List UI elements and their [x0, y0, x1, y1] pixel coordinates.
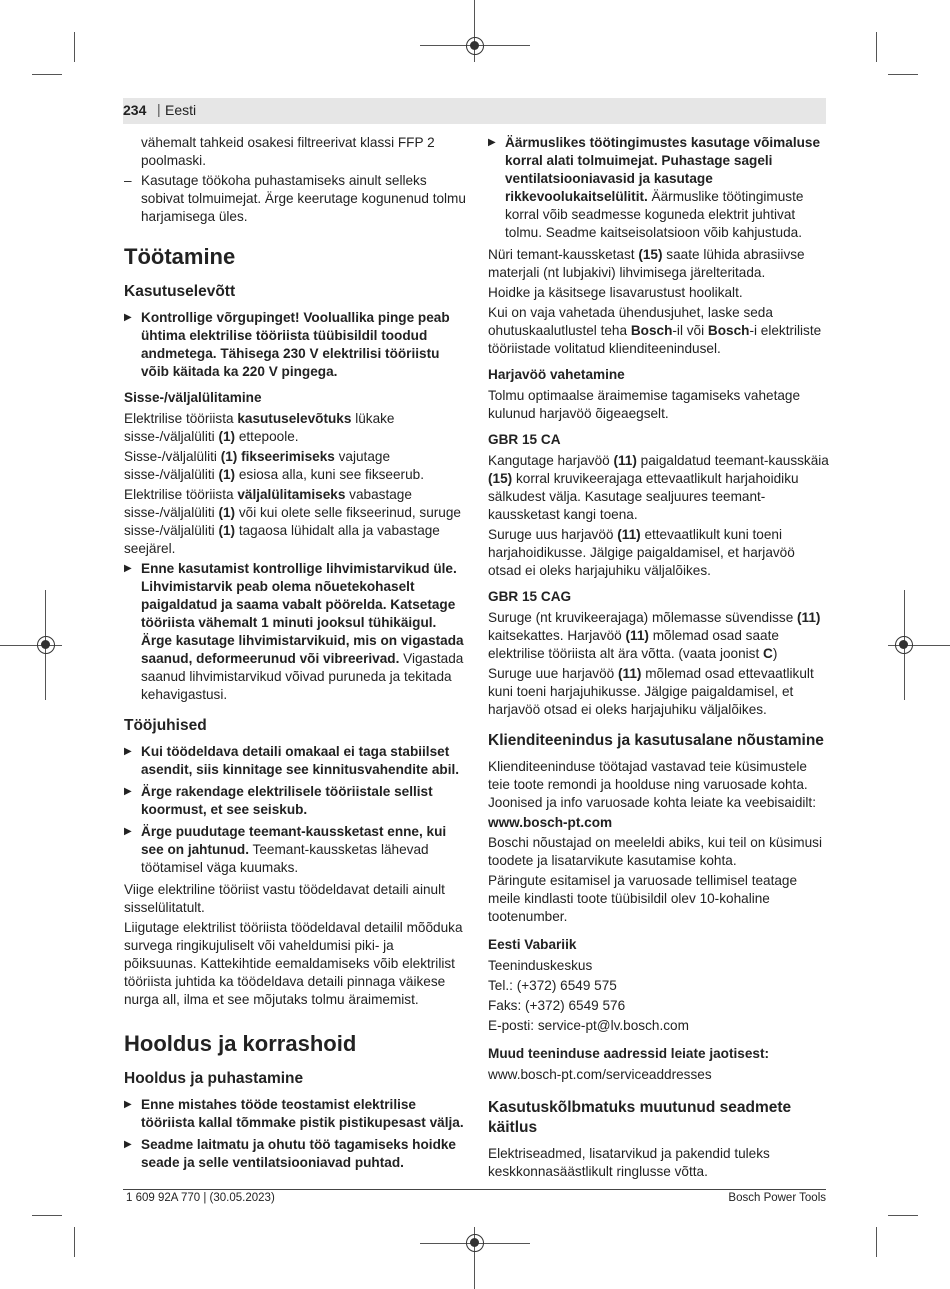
paragraph-hoidke: Hoidke ja käsitsege lisavarustust hoolikalt.: [488, 285, 743, 300]
heading-gbr-15-ca: GBR 15 CA: [488, 432, 561, 447]
header-separator: |: [157, 101, 161, 117]
bullet-enne-mistahes: ▶ Enne mistahes tööde teostamist elektrilise tööriista kallal tõmmake pistik pistikupesast välja.: [124, 1096, 466, 1132]
dash-item: – Kasutage töökoha puhastamiseks ainult selleks sobivat tolmuimejat. Ärge keerutage kogunenud tolmu harjamisega üles.: [124, 172, 466, 226]
crop-mark: [888, 1215, 918, 1216]
crop-mark: [876, 1227, 877, 1257]
fax-line: Faks: (+372) 6549 576: [488, 998, 626, 1013]
phone-line: Tel.: (+372) 6549 575: [488, 978, 617, 993]
heading-kasutuskolbmatuks: Kasutuskõlbmatuks muutunud seadmete käitlus: [488, 1099, 792, 1136]
address-line: Teeninduskeskus: [488, 958, 593, 973]
bullet-kontrollige: [124, 309, 466, 381]
crop-mark: [74, 32, 75, 62]
intro-continuation: vähemalt tahkeid osakesi filtreerivat klassi FFP 2 poolmaski.: [141, 135, 435, 168]
heading-harjavoo: Harjavöö vahetamine: [488, 367, 625, 382]
footer-doc-number: 1 609 92A 770 | (30.05.2023): [126, 1192, 275, 1204]
heading-kasutuselevott: Kasutuselevõtt: [124, 283, 236, 300]
paragraph-suruge-uus: Suruge uus harjavöö (11) ettevaatlikult kuni toeni harjahoidikusse. Jälgige paigaldamisel, et harjavöö otsad ei oleks harjajuhiku väljalõikes.: [488, 527, 795, 578]
heading-eesti-vabariik: Eesti Vabariik: [488, 937, 577, 952]
heading-tootamine: Töötamine: [124, 244, 236, 269]
crop-mark: [32, 74, 62, 75]
bullet-aarmuslikes: ▶ Äärmuslikes töötingimustes kasutage võimaluse korral alati tolmuimejat. Puhastage sageli ventilatsiooniavasid ja kasutage rikkevoolukaitselülitit. Äärmuslike töötingimuste korral võib seadmesse koguneda elektrit juhtivat tolmu. Seadme kaitseisolatsioon võib kahjustuda.: [488, 134, 830, 242]
heading-sisse-valja: Sisse-/väljalülitamine: [124, 390, 262, 405]
paragraph-elektriseadmed: Elektriseadmed, lisatarvikud ja pakendid tuleks keskkonnasäästlikult ringlusse võtta.: [488, 1146, 770, 1179]
header-language: Eesti: [165, 102, 197, 118]
page-header: [123, 98, 826, 124]
registration-mark-icon: [37, 636, 55, 654]
website-link[interactable]: www.bosch-pt.com: [488, 815, 613, 830]
paragraph-suruge-molemasse: Suruge (nt kruvikeerajaga) mõlemasse süvendisse (11) kaitsekattes. Harjavöö (11) mõlemad osad saate elektrilise tööriista alt ära võtta. (vaata joonist C): [488, 610, 821, 661]
bullet-arge-rakendage: ▶ Ärge rakendage elektrilisele tööriistale sellist koormust, et see seiskub.: [124, 783, 466, 819]
right-column: [488, 134, 830, 1183]
registration-mark-icon: [466, 1234, 484, 1252]
paragraph-klienditeenindus: Klienditeeninduse töötajad vastavad teie küsimustele teie toote remondi ja hoolduse ning varuosade kohta. Joonised ja info varuosade kohta leiate ka veebisaidilt:: [488, 759, 816, 810]
bullet-text: Kontrollige võrgupinget! Vooluallika pinge peab ühtima elektrilise tööriista tüübisildil toodud andmetega. Tähisega 230 V elektrilisi tööriistu võib käitada ka 220 V pingega.: [141, 310, 450, 379]
registration-mark-icon: [466, 37, 484, 55]
paragraph-viige: Viige elektriline tööriist vastu töödeldavat detaili ainult sisselülitatult.: [124, 882, 445, 915]
heading-hooldus: Hooldus ja korrashoid: [124, 1031, 357, 1056]
page-number: 234: [123, 102, 147, 118]
heading-hooldus-puhastamine: Hooldus ja puhastamine: [124, 1070, 304, 1087]
crop-mark: [74, 1227, 75, 1257]
left-column: [124, 134, 466, 1176]
paragraph-tolmu: Tolmu optimaalse äraimemise tagamiseks vahetage kulunud harjavöö õigeaegselt.: [488, 388, 801, 421]
paragraph-liigutage: Liigutage elektrilist tööriista töödeldaval detailil mõõduka survega ringikujuliselt või vaheldumisi piki- ja põiksuunas. Kattekihtide eemaldamiseks võib elektrilist tööriista juhtida ka töödeldava detaili pinnaga väikese nurga all, ilma et see mõjutaks tolmu äraimemist.: [124, 920, 463, 1007]
service-addresses-link[interactable]: www.bosch-pt.com/serviceaddresses: [488, 1067, 712, 1082]
crop-mark: [32, 1215, 62, 1216]
bullet-enne-kasutamist: ▶ Enne kasutamist kontrollige lihvimistarvikud üle. Lihvimistarvik peab olema nõuetekohaselt paigaldatud ja saama vabalt pöörelda. Katsetage tööriista vähemalt 1 minuti jooksul tühikäigul. Ärge kasutage lihvimistarvikuid, mis on vigastada saanud, deformeerunud või vibreerivad. Vigastada saanud lihvimistarvikud võivad puruneda ja tekitada kehavigastusi.: [124, 560, 466, 704]
crop-mark: [888, 74, 918, 75]
paragraph-kangutage: Kangutage harjavöö (11) paigaldatud teemant-kausskäia (15) korral kruvikeerajaga ettevaatlikult harjahoidiku sälkudest välja. Kasutage sealjuures teemant-kaussketast kangi toena.: [488, 453, 829, 522]
heading-gbr-15-cag: GBR 15 CAG: [488, 589, 572, 604]
bullet-kui-toodeldava: ▶ Kui töödeldava detaili omakaal ei taga stabiilset asendit, siis kinnitage see kinnitusvahendite abil.: [124, 743, 466, 779]
paragraph-uhendusjuhe: Kui on vaja vahetada ühendusjuhet, laske seda ohutuskaalutlustel teha Bosch-il või Bosch-i elektriliste tööriistade volitatud klienditeenindusel.: [488, 305, 822, 356]
heading-muud-aadressid: Muud teeninduse aadressid leiate jaotisest:: [488, 1046, 770, 1061]
paragraph-kasutuselevott: Elektrilise tööriista kasutuselevõtuks lükake sisse-/väljalüliti (1) ettepoole.: [124, 411, 395, 444]
paragraph-paringute: Päringute esitamisel ja varuosade tellimisel teatage meile kindlasti toote tüübisildil olev 10-kohaline tootenumber.: [488, 873, 798, 924]
registration-mark-icon: [895, 636, 913, 654]
paragraph-valjalulitamine: Elektrilise tööriista väljalülitamiseks vabastage sisse-/väljalüliti (1) või kui olete selle fikseerinud, suruge sisse-/väljalüliti (1) tagaosa lühidalt alla ja vabastage seejärel.: [124, 487, 461, 556]
bullet-arge-puudutage: ▶ Ärge puudutage teemant-kaussketast enne, kui see on jahtunud. Teemant-kaussketas lähevad töötamisel väga kuumaks.: [124, 823, 466, 877]
email-line[interactable]: E-posti: service-pt@lv.bosch.com: [488, 1018, 689, 1033]
paragraph-boschi: Boschi nõustajad on meeleldi abiks, kui teil on küsimusi toodete ja lisatarvikute kasutamise kohta.: [488, 835, 822, 868]
paragraph-suruge-uue: Suruge uue harjavöö (11) mõlemad osad ettevaatlikult kuni toeni harjajuhikusse. Jälgige paigaldamisel, et harjavöö otsad ei oleks harjajuhiku väljalõikes.: [488, 666, 814, 717]
crop-mark: [876, 32, 877, 62]
bullet-seadme-laitmatu: ▶ Seadme laitmatu ja ohutu töö tagamiseks hoidke seade ja selle ventilatsiooniavad puhtad.: [124, 1136, 466, 1172]
heading-toojuhised: Tööjuhised: [124, 717, 207, 734]
heading-klienditeenindus: Klienditeenindus ja kasutusalane nõustamine: [488, 732, 824, 749]
paragraph-nuri: Nüri temant-kaussketast (15) saate lühida abrasiivse materjali (nt lubjakivi) lihvimisega järelteritada.: [488, 247, 805, 280]
footer-brand: Bosch Power Tools: [728, 1192, 826, 1204]
paragraph-fikseerimine: Sisse-/väljalüliti (1) fikseerimiseks vajutage sisse-/väljalüliti (1) esiosa alla, kuni see fikseerub.: [124, 449, 424, 482]
footer-divider: [123, 1189, 826, 1190]
